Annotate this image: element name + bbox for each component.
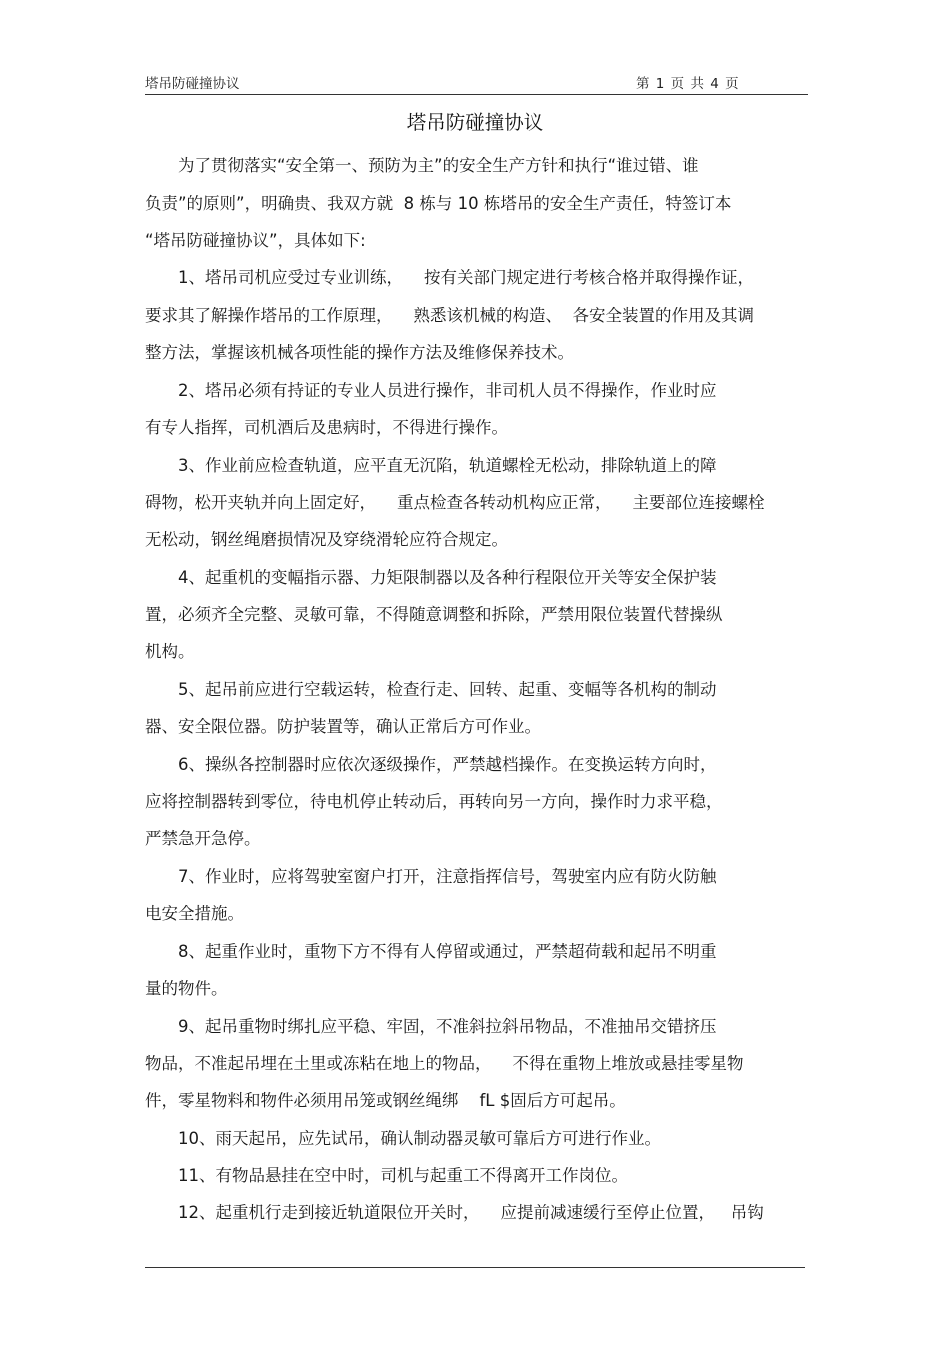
text-line: 负责”的原则”，明确贵、我双方就 8 栋与 10 栋塔吊的安全生产责任，特签订本 [145, 194, 732, 213]
text-line: 4、起重机的变幅指示器、力矩限制器以及各种行程限位开关等安全保护装 [145, 568, 717, 587]
text-line: 3、作业前应检查轨道，应平直无沉陷，轨道螺栓无松动，排除轨道上的障 [145, 456, 717, 475]
header-page-info: 第 1 页 共 4 页 [636, 76, 740, 92]
document-title: 塔吊防碰撞协议 [406, 111, 544, 134]
text-line: 12、起重机行走到接近轨道限位开关时， 应提前减速缓行至停止位置， 吊钩 [145, 1203, 764, 1222]
text-line: 严禁急开急停。 [145, 829, 261, 848]
text-line: 物品，不准起吊埋在土里或冻粘在地上的物品， 不得在重物上堆放或悬挂零星物 [145, 1054, 744, 1073]
footer-divider [145, 1267, 805, 1268]
text-line: 5、起吊前应进行空载运转，检查行走、回转、起重、变幅等各机构的制动 [145, 680, 717, 699]
header-doc-name: 塔吊防碰撞协议 [145, 76, 240, 92]
header-divider [145, 94, 808, 95]
text-line: 机构。 [145, 642, 195, 661]
text-line: 为了贯彻落实“安全第一、预防为主”的安全生产方针和执行“谁过错、谁 [145, 156, 699, 175]
text-line: 10、雨天起吊，应先试吊，确认制动器灵敏可靠后方可进行作业。 [145, 1129, 661, 1148]
text-line: 件，零星物料和物件必须用吊笼或钢丝绳绑 fL $固后方可起吊。 [145, 1091, 626, 1110]
text-line: 器、安全限位器。防护装置等，确认正常后方可作业。 [145, 717, 541, 736]
text-line: 1、塔吊司机应受过专业训练， 按有关部门规定进行考核合格并取得操作证， [145, 268, 754, 287]
text-line: 11、有物品悬挂在空中时，司机与起重工不得离开工作岗位。 [145, 1166, 628, 1185]
text-line: 有专人指挥，司机酒后及患病时，不得进行操作。 [145, 418, 508, 437]
text-line: 置，必须齐全完整、灵敏可靠，不得随意调整和拆除，严禁用限位装置代替操纵 [145, 605, 723, 624]
text-line: 7、作业时，应将驾驶室窗户打开，注意指挥信号，驾驶室内应有防火防触 [145, 867, 717, 886]
text-line: 6、操纵各控制器时应依次逐级操作，严禁越档操作。在变换运转方向时， [145, 755, 717, 774]
text-line: 2、塔吊必须有持证的专业人员进行操作，非司机人员不得操作，作业时应 [145, 381, 717, 400]
text-line: 应将控制器转到零位，待电机停止转动后，再转向另一方向，操作时力求平稳， [145, 792, 723, 811]
text-line: 碍物，松开夹轨并向上固定好， 重点检查各转动机构应正常， 主要部位连接螺栓 [145, 493, 765, 512]
text-line: 整方法，掌握该机械各项性能的操作方法及维修保养技术。 [145, 343, 574, 362]
text-line: “塔吊防碰撞协议”，具体如下: [145, 231, 366, 250]
text-line: 无松动，钢丝绳磨损情况及穿绕滑轮应符合规定。 [145, 530, 508, 549]
text-line: 要求其了解操作塔吊的工作原理， 熟悉该机械的构造、 各安全装置的作用及其调 [145, 306, 754, 325]
text-line: 电安全措施。 [145, 904, 244, 923]
text-line: 8、起重作业时，重物下方不得有人停留或通过，严禁超荷载和起吊不明重 [145, 942, 717, 961]
text-line: 量的物件。 [145, 979, 228, 998]
text-line: 9、起吊重物时绑扎应平稳、牢固，不准斜拉斜吊物品，不准抽吊交错挤压 [145, 1017, 717, 1036]
